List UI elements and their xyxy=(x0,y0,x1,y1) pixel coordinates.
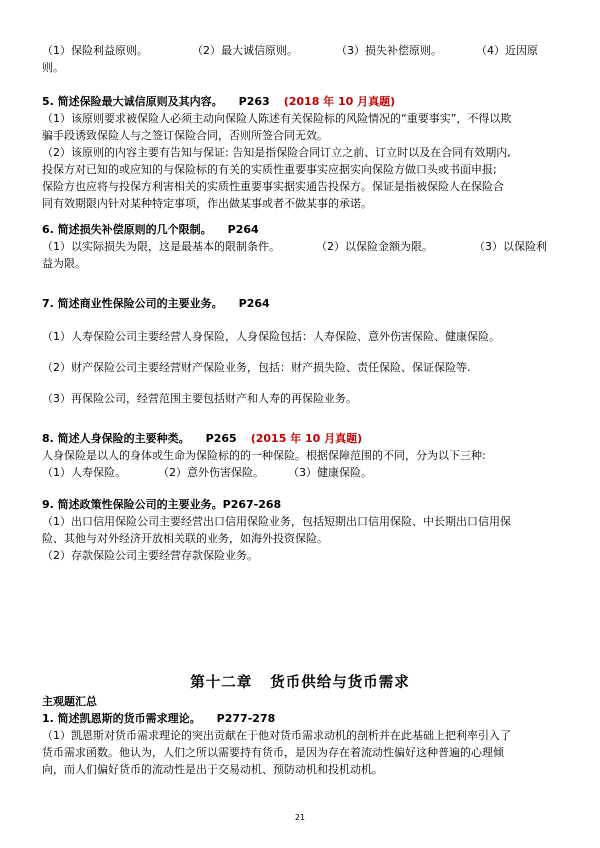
principle-4: （4）近因原 xyxy=(476,44,538,57)
chapter-title xyxy=(0,671,600,692)
question-6 xyxy=(42,221,558,272)
question-5-line: （2）该原则的内容主要有告知与保证: 告知是指保险合同订立之前、订立时以及在合同有效期内, xyxy=(42,146,511,159)
question-8-exam: (2015 年 10 月真题) xyxy=(250,432,363,445)
question-9-title: 9. 简述政策性保险公司的主要业务。P267-268 xyxy=(42,498,282,511)
question-8-text: 8. 简述人身保险的主要种类。 xyxy=(42,432,190,445)
question-5-text: 5. 简述保险最大诚信原则及其内容。 xyxy=(42,95,223,108)
question-7-item: （1）人寿保险公司主要经营人身保险，人身保险包括：人寿保险、意外伤害保险、健康保险。 xyxy=(42,330,500,343)
summary-section xyxy=(42,693,558,778)
question-6-page: P264 xyxy=(227,223,259,236)
question-9-line: （1）出口信用保险公司主要经营出口信用保险业务，包括短期出口信用保险、中长期出口信用保 xyxy=(42,515,511,528)
question-7 xyxy=(42,295,558,312)
page-number: 21 xyxy=(294,813,306,822)
question-8-line-1: 人身保险是以人的身体或生命为保险标的的一种保险。根据保障范围的不同，分为以下三种: xyxy=(42,449,486,462)
question-5-line: 保险方也应将与投保方利害相关的实质性重要事实据实通告投保方。保证是指被保险人在保险合 xyxy=(42,180,504,193)
question-7-text: 7. 简述商业性保险公司的主要业务。 xyxy=(42,297,223,310)
question-7-page: P264 xyxy=(238,297,270,310)
principles-list xyxy=(42,42,558,76)
question-7-title xyxy=(42,295,558,312)
question-5-exam: (2018 年 10 月真题) xyxy=(283,95,396,108)
question-5-title xyxy=(42,93,558,110)
question-5-page: P263 xyxy=(238,95,270,108)
limit-1: （1）以实际损失为限，这是最基本的限制条件。 xyxy=(42,240,280,253)
question-5-line: 投保方对已知的或应知的与保险标的有关的实质性重要事实应据实向保险方做口头或书面申报; xyxy=(42,163,497,176)
principles-line-2: 则。 xyxy=(42,61,64,74)
summary-line: 货币需求函数。他认为，人们之所以需要持有货币，是因为存在着流动性偏好这种普遍的心理倾 xyxy=(42,746,504,759)
chapter-number: 第十二章 xyxy=(190,675,253,691)
insurance-type-1: （1）人寿保险。 xyxy=(42,466,126,479)
summary-question-1-page: P277-278 xyxy=(216,712,276,725)
question-9-line: （2）存款保险公司主要经营存款保险业务。 xyxy=(42,549,258,562)
question-8 xyxy=(42,430,558,481)
insurance-type-3: （3）健康保险。 xyxy=(288,466,372,479)
limit-3: （3）以保险利 xyxy=(474,240,547,253)
question-5-line: 骗手段诱致保险人与之签订保险合同，否则所签合同无效。 xyxy=(42,129,328,142)
question-5-line: （1）该原则要求被保险人必须主动向保险人陈述有关保险标的风险情况的“重要事实”，不得以欺 xyxy=(42,112,512,125)
question-9-line: 险、其他与对外经济开放相关联的业务，如海外投资保险。 xyxy=(42,532,328,545)
summary-question-1-title xyxy=(42,710,558,727)
question-5 xyxy=(42,93,558,212)
limit-2: （2）以保险金额为限。 xyxy=(316,240,433,253)
question-8-page: P265 xyxy=(205,432,237,445)
principle-2: （2）最大诚信原则。 xyxy=(192,44,298,57)
summary-line: （1）凯恩斯对货币需求理论的突出贡献在于他对货币需求动机的剖析并在此基础上把利率引入了 xyxy=(42,729,511,742)
question-6-line-2: 益为限。 xyxy=(42,257,86,270)
summary-line: 向，而人们偏好货币的流动性是出于交易动机、预防动机和投机动机。 xyxy=(42,763,383,776)
principle-3: （3）损失补偿原则。 xyxy=(336,44,442,57)
summary-heading: 主观题汇总 xyxy=(42,695,97,708)
question-6-text: 6. 简述损失补偿原则的几个限制。 xyxy=(42,223,212,236)
question-8-title xyxy=(42,430,558,447)
question-7-item: （3）再保险公司，经营范围主要包括财产和人寿的再保险业务。 xyxy=(42,392,357,405)
question-5-line: 同有效期限内针对某种特定事项，作出做某事或者不做某事的承诺。 xyxy=(42,197,372,210)
principles-line-1 xyxy=(42,42,558,59)
question-9 xyxy=(42,496,558,564)
chapter-name: 货币供给与货币需求 xyxy=(270,675,410,691)
question-6-line-1 xyxy=(42,238,558,255)
summary-question-1-text: 1. 简述凯恩斯的货币需求理论。 xyxy=(42,712,201,725)
question-6-title xyxy=(42,221,558,238)
question-7-item: （2）财产保险公司主要经营财产保险业务，包括：财产损失险、责任保险、保证保险等. xyxy=(42,361,471,374)
principle-1: （1）保险利益原则。 xyxy=(42,44,148,57)
question-8-line-2 xyxy=(42,464,558,481)
insurance-type-2: （2）意外伤害保险。 xyxy=(158,466,264,479)
